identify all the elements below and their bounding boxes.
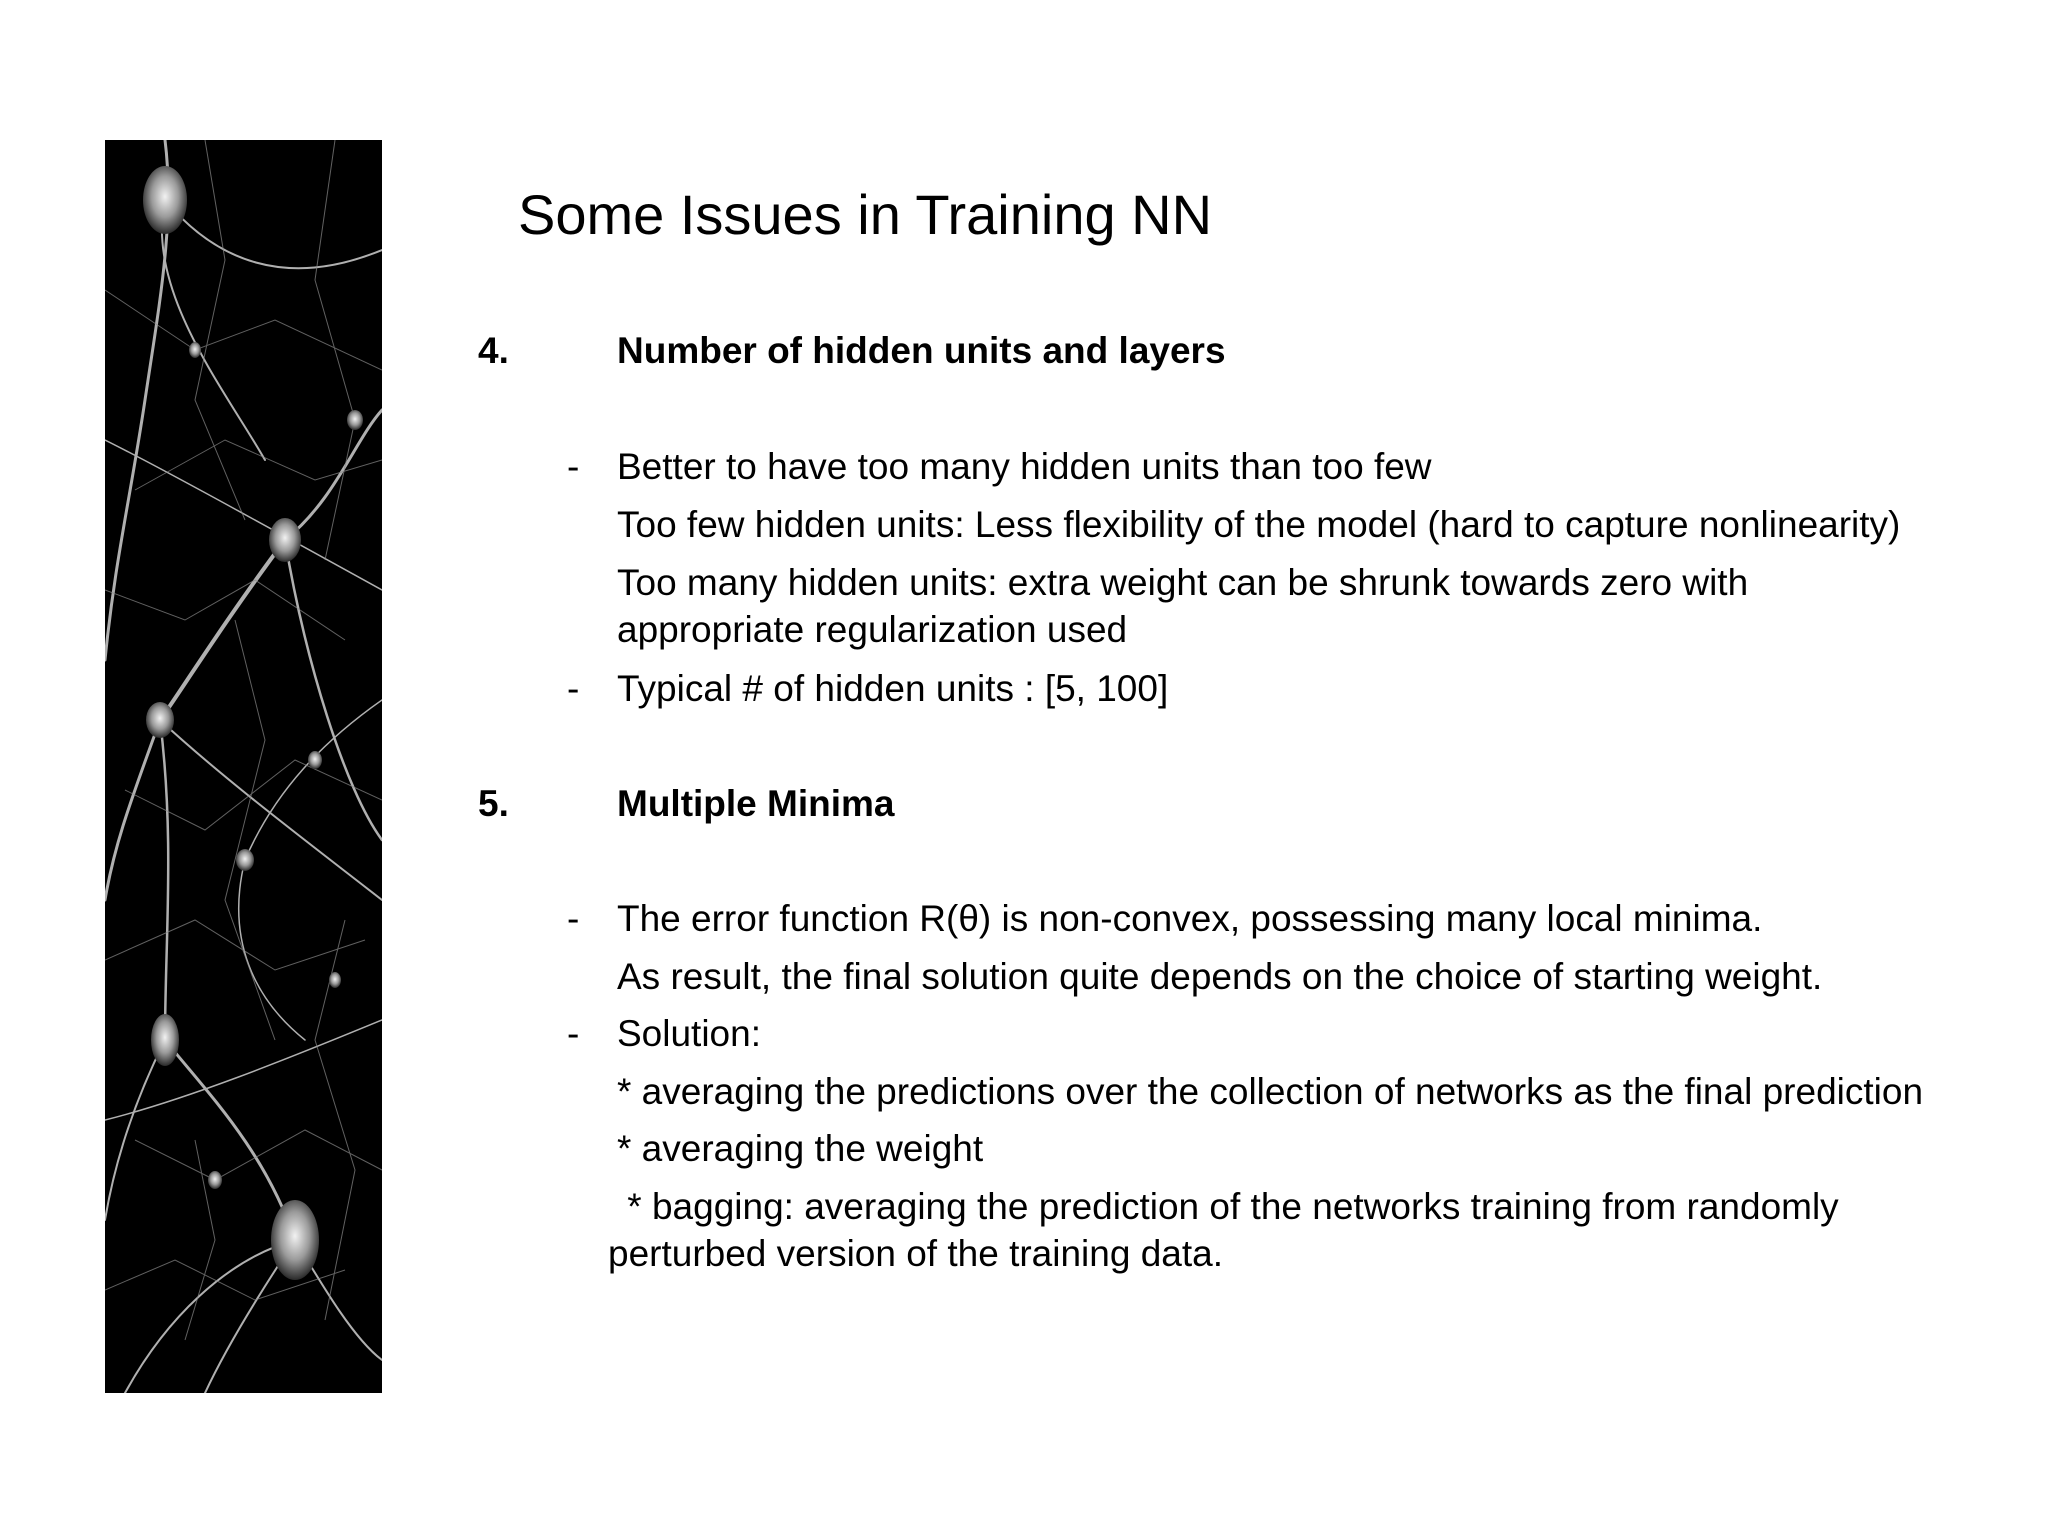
section-4-line-4: appropriate regularization used bbox=[617, 609, 1128, 650]
section-5-line-1: The error function R(θ) is non-convex, possessing many local minima. bbox=[617, 898, 1763, 939]
section-4-line-5: Typical # of hidden units : [5, 100] bbox=[617, 668, 1169, 709]
section-5-line-6: * bagging: averaging the prediction of the networks training from randomly bbox=[617, 1186, 1839, 1227]
section-5-heading: Multiple Minima bbox=[617, 783, 895, 824]
section-4-line-1: Better to have too many hidden units than too few bbox=[617, 446, 1432, 487]
bullet-marker: - bbox=[567, 446, 580, 487]
section-5-number: 5. bbox=[478, 783, 509, 824]
section-5-line-2: As result, the final solution quite depends on the choice of starting weight. bbox=[617, 956, 1823, 997]
neuron-network-graphic bbox=[105, 140, 382, 1393]
section-5-line-4: * averaging the predictions over the collection of networks as the final prediction bbox=[617, 1071, 1924, 1112]
section-5-line-5: * averaging the weight bbox=[617, 1128, 984, 1169]
section-4-number: 4. bbox=[478, 330, 509, 371]
slide-title: Some Issues in Training NN bbox=[518, 183, 1213, 246]
neuron-network-image bbox=[105, 140, 382, 1393]
section-5-line-3: Solution: bbox=[617, 1013, 761, 1054]
bullet-marker: - bbox=[567, 1013, 580, 1054]
section-4-heading: Number of hidden units and layers bbox=[617, 330, 1226, 371]
bullet-marker: - bbox=[567, 668, 580, 709]
bullet-marker: - bbox=[567, 898, 580, 939]
section-4-line-3: Too many hidden units: extra weight can be shrunk towards zero with bbox=[617, 562, 1749, 603]
section-5-line-7: perturbed version of the training data. bbox=[608, 1233, 1223, 1274]
section-4-line-2: Too few hidden units: Less flexibility of the model (hard to capture nonlinearity) bbox=[617, 504, 1901, 545]
